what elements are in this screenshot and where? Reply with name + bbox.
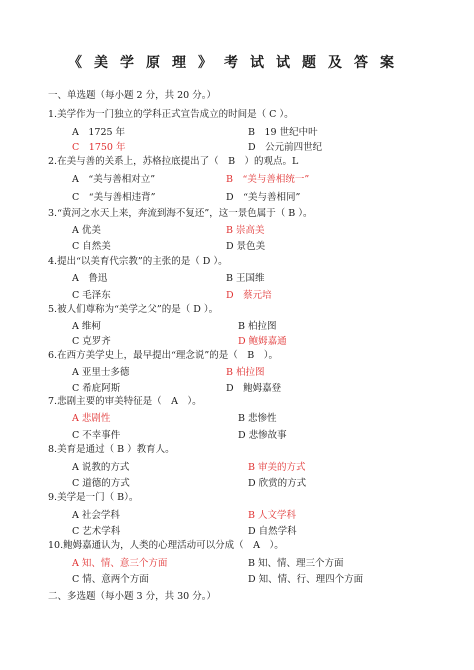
question-stem: 1.美学作为一门独立的学科正式宣告成立的时间是（ C ）。 [48,109,294,120]
option-b-answer: B 审美的方式 [248,462,306,473]
option-b-answer: B “美与善相统一” [226,174,310,185]
option-d: D 悲惨故事 [238,430,287,441]
option-b-answer: B 崇高美 [226,225,265,236]
question-stem: 5.被人们尊称为“美学之父”的是（ D ）。 [48,304,219,315]
option-d: D 自然学科 [248,526,297,537]
option-c: C “美与善相违背” [72,192,156,203]
option-b-answer: B 柏拉图 [226,367,265,378]
option-c: C 艺术学科 [72,526,121,537]
option-a: A 社会学科 [72,510,120,521]
section-heading-single-choice: 一、单选题（每小题 2 分，共 20 分。） [48,90,216,101]
option-a: A 维柯 [72,321,101,332]
option-c: C 希庇阿斯 [72,383,121,394]
option-a: A 亚里士多德 [72,367,130,378]
option-c: C 不幸事件 [72,430,121,441]
option-a-answer: A 悲剧性 [72,413,111,424]
option-d: D “美与善相同” [226,192,301,203]
option-c: C 道德的方式 [72,478,130,489]
question-stem: 4.提出“以美育代宗教”的主张的是（ D ）。 [48,256,228,267]
option-d: D 公元前四世纪 [248,142,323,153]
option-a: A 鲁迅 [72,273,108,284]
option-a: A “美与善相对立” [72,174,156,185]
option-c-answer: C 1750 年 [72,142,126,153]
option-c: C 情、意两个方面 [72,574,149,585]
option-d: D 知、情、行、理四个方面 [248,574,364,585]
option-d: D 鲍姆嘉登 [226,383,282,394]
option-c: C 毛泽东 [72,290,111,301]
question-stem: 10.鲍姆嘉通认为，人类的心理活动可以分成（ A ）。 [48,540,284,551]
option-b: B 悲惨性 [238,413,277,424]
question-stem: 9.美学是一门（ B）。 [48,492,139,503]
page-title: 《美学原理》考试试题及答案 [68,55,406,71]
option-b: B 王国维 [226,273,265,284]
option-a: A 1725 年 [72,127,126,138]
question-stem: 8.美育是通过（ B ）教育人。 [48,444,175,455]
section-heading-multiple-choice: 二、多选题（每小题 3 分，共 30 分。） [48,591,216,602]
question-stem: 3.“黄河之水天上来，奔流到海不复还”，这一景色属于（ B ）。 [48,208,313,219]
option-b: B 柏拉图 [238,321,277,332]
option-d-answer: D 鲍姆嘉通 [238,336,287,347]
option-a: A 说教的方式 [72,462,130,473]
option-b: B 知、情、理三个方面 [248,558,344,569]
question-stem: 6.在西方美学史上，最早提出“理念说”的是（ B ）。 [48,350,279,361]
question-stem: 7.悲剧主要的审美特征是（ A ）。 [48,396,202,407]
question-stem: 2.在美与善的关系上，苏格拉底提出了（ B ）的观点。L [48,156,299,167]
option-a-answer: A 知、情、意三个方面 [72,558,168,569]
option-c: C 自然美 [72,241,111,252]
option-c: C 克罗齐 [72,336,111,347]
option-a: A 优美 [72,225,101,236]
option-b: B 19 世纪中叶 [248,127,318,138]
option-d: D 景色美 [226,241,266,252]
option-d-answer: D 蔡元培 [226,290,272,301]
option-b-answer: B 人文学科 [248,510,297,521]
option-d: D 欣赏的方式 [248,478,307,489]
